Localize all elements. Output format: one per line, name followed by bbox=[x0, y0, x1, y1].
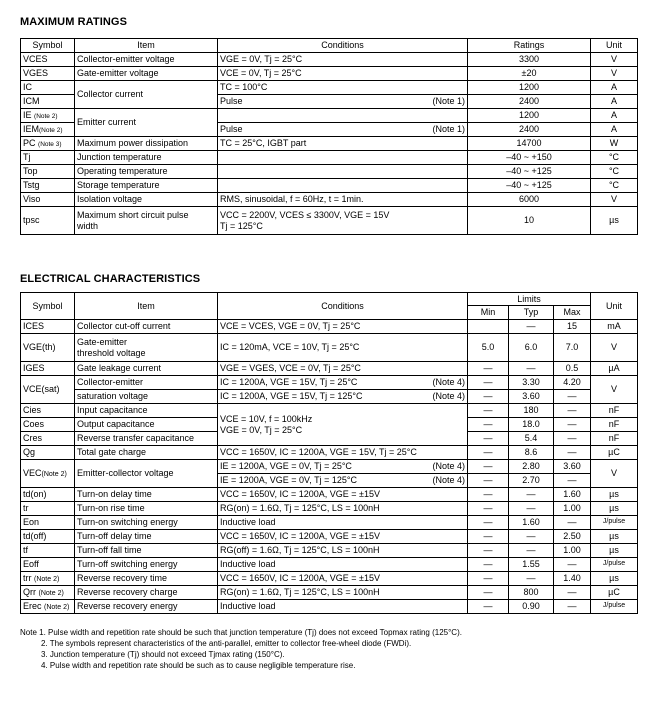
typ-cell: 2.70 bbox=[509, 474, 554, 488]
item-cell: Emitter-collector voltage bbox=[75, 460, 218, 488]
max-ratings-title: MAXIMUM RATINGS bbox=[20, 16, 128, 28]
symbol-note: (Note 2) bbox=[34, 575, 60, 583]
conditions-cell: VGE = 0V, Tj = 25°C bbox=[218, 53, 468, 67]
max-cell: — bbox=[554, 586, 591, 600]
unit-cell: V bbox=[591, 334, 638, 362]
symbol-cell bbox=[21, 109, 75, 123]
item-cell: Emitter current bbox=[75, 109, 218, 137]
rating-cell: 10 bbox=[468, 207, 591, 235]
symbol-text: IE bbox=[23, 110, 32, 121]
min-cell bbox=[468, 320, 509, 334]
table-row bbox=[21, 193, 638, 207]
elec-char-table bbox=[20, 292, 638, 614]
symbol-cell: VCES bbox=[21, 53, 75, 67]
table-header-row bbox=[21, 39, 638, 53]
conditions-cell: RG(off) = 1.6Ω, Tj = 125°C, LS = 100nH bbox=[218, 544, 468, 558]
header-conditions: Conditions bbox=[218, 39, 468, 53]
conditions-cell: Inductive load bbox=[218, 558, 468, 572]
max-cell: 7.0 bbox=[554, 334, 591, 362]
symbol-cell: Eon bbox=[21, 516, 75, 530]
unit-cell: nF bbox=[591, 404, 638, 418]
symbol-cell bbox=[21, 586, 75, 600]
max-cell: 15 bbox=[554, 320, 591, 334]
typ-cell: — bbox=[509, 572, 554, 586]
condition-text: IE = 1200A, VGE = 0V, Tj = 25°C bbox=[220, 461, 352, 472]
typ-cell: — bbox=[509, 362, 554, 376]
table-row bbox=[21, 446, 638, 460]
item-line: Gate-emitter bbox=[77, 337, 128, 348]
table-row bbox=[21, 67, 638, 81]
table-row bbox=[21, 488, 638, 502]
symbol-note: (Note 2) bbox=[39, 127, 63, 135]
rating-cell: 3300 bbox=[468, 53, 591, 67]
max-cell: 1.60 bbox=[554, 488, 591, 502]
header-item: Item bbox=[75, 293, 218, 320]
unit-cell: W bbox=[591, 137, 638, 151]
condition-note: (Note 4) bbox=[432, 377, 465, 388]
symbol-note: (Note 3) bbox=[38, 141, 62, 149]
item-cell: saturation voltage bbox=[75, 390, 218, 404]
header-ratings: Ratings bbox=[468, 39, 591, 53]
unit-cell: V bbox=[591, 193, 638, 207]
typ-cell: 3.30 bbox=[509, 376, 554, 390]
elec-char-title: ELECTRICAL CHARACTERISTICS bbox=[20, 273, 201, 285]
symbol-note: (Note 2) bbox=[44, 603, 70, 611]
min-cell: — bbox=[468, 572, 509, 586]
table-row bbox=[21, 530, 638, 544]
conditions-cell: VCC = 1650V, IC = 1200A, VGE = 15V, Tj = 25°C bbox=[218, 446, 468, 460]
min-cell: — bbox=[468, 390, 509, 404]
header-item: Item bbox=[75, 39, 218, 53]
header-unit: Unit bbox=[591, 39, 638, 53]
symbol-cell bbox=[21, 123, 75, 137]
table-row bbox=[21, 53, 638, 67]
unit-cell: µC bbox=[591, 586, 638, 600]
symbol-cell: VCE(sat) bbox=[21, 376, 75, 404]
table-row bbox=[21, 390, 638, 404]
table-row bbox=[21, 558, 638, 572]
min-cell: — bbox=[468, 376, 509, 390]
rating-cell: 2400 bbox=[468, 95, 591, 109]
conditions-cell: Inductive load bbox=[218, 516, 468, 530]
header-min: Min bbox=[468, 306, 509, 320]
item-line: threshold voltage bbox=[77, 347, 146, 358]
max-cell: — bbox=[554, 432, 591, 446]
max-cell: — bbox=[554, 418, 591, 432]
item-cell: Maximum power dissipation bbox=[75, 137, 218, 151]
conditions-cell bbox=[218, 460, 468, 474]
symbol-cell: IC bbox=[21, 81, 75, 95]
symbol-cell: tpsc bbox=[21, 207, 75, 235]
symbol-text: trr bbox=[23, 572, 32, 583]
max-cell: — bbox=[554, 474, 591, 488]
footnote: 3. Junction temperature (Tj) should not exceed Tjmax rating (150°C). bbox=[41, 650, 285, 659]
typ-cell: — bbox=[509, 320, 554, 334]
symbol-cell: Tj bbox=[21, 151, 75, 165]
table-row bbox=[21, 404, 638, 418]
conditions-cell: TC = 25°C, IGBT part bbox=[218, 137, 468, 151]
condition-line: VGE = 0V, Tj = 25°C bbox=[220, 424, 303, 435]
unit-cell: J/pulse bbox=[591, 516, 638, 530]
min-cell: 5.0 bbox=[468, 334, 509, 362]
unit-cell: V bbox=[591, 53, 638, 67]
condition-text: Pulse bbox=[220, 124, 243, 135]
condition-text: IE = 1200A, VGE = 0V, Tj = 125°C bbox=[220, 475, 357, 486]
min-cell: — bbox=[468, 586, 509, 600]
item-cell: Turn-on rise time bbox=[75, 502, 218, 516]
unit-cell: µA bbox=[591, 362, 638, 376]
item-cell: Turn-off fall time bbox=[75, 544, 218, 558]
header-symbol: Symbol bbox=[21, 39, 75, 53]
typ-cell: — bbox=[509, 502, 554, 516]
max-cell: — bbox=[554, 558, 591, 572]
condition-note: (Note 4) bbox=[432, 475, 465, 486]
item-cell: Gate-emitter voltage bbox=[75, 67, 218, 81]
max-cell: 1.00 bbox=[554, 544, 591, 558]
conditions-cell bbox=[218, 376, 468, 390]
symbol-cell: Qg bbox=[21, 446, 75, 460]
header-typ: Typ bbox=[509, 306, 554, 320]
min-cell: — bbox=[468, 362, 509, 376]
table-row bbox=[21, 81, 638, 95]
typ-cell: — bbox=[509, 544, 554, 558]
condition-line: VCE = 10V, f = 100kHz bbox=[220, 414, 313, 425]
unit-cell: A bbox=[591, 123, 638, 137]
item-cell: Collector current bbox=[75, 81, 218, 109]
max-cell: 0.5 bbox=[554, 362, 591, 376]
unit-cell: °C bbox=[591, 165, 638, 179]
table-row bbox=[21, 151, 638, 165]
typ-cell: — bbox=[509, 488, 554, 502]
condition-text: IC = 1200A, VGE = 15V, Tj = 25°C bbox=[220, 377, 358, 388]
symbol-cell: Viso bbox=[21, 193, 75, 207]
max-cell: 1.00 bbox=[554, 502, 591, 516]
typ-cell: 1.55 bbox=[509, 558, 554, 572]
max-cell: — bbox=[554, 600, 591, 614]
conditions-cell bbox=[218, 151, 468, 165]
condition-note: (Note 4) bbox=[432, 391, 465, 402]
unit-cell: J/pulse bbox=[591, 600, 638, 614]
rating-cell: 14700 bbox=[468, 137, 591, 151]
max-cell: — bbox=[554, 390, 591, 404]
item-cell: Storage temperature bbox=[75, 179, 218, 193]
typ-cell: 180 bbox=[509, 404, 554, 418]
conditions-cell: VGE = VGES, VCE = 0V, Tj = 25°C bbox=[218, 362, 468, 376]
unit-cell: µs bbox=[591, 544, 638, 558]
unit-cell: °C bbox=[591, 179, 638, 193]
max-cell: 1.40 bbox=[554, 572, 591, 586]
item-cell: Output capacitance bbox=[75, 418, 218, 432]
condition-note: (Note 1) bbox=[432, 124, 465, 135]
rating-cell: –40 ~ +150 bbox=[468, 151, 591, 165]
rating-cell: –40 ~ +125 bbox=[468, 179, 591, 193]
symbol-cell: Eoff bbox=[21, 558, 75, 572]
item-cell: Turn-on switching energy bbox=[75, 516, 218, 530]
header-limits: Limits bbox=[468, 293, 591, 306]
item-cell: Collector-emitter bbox=[75, 376, 218, 390]
symbol-cell: VGE(th) bbox=[21, 334, 75, 362]
item-cell bbox=[75, 207, 218, 235]
unit-cell: µs bbox=[591, 207, 638, 235]
table-row bbox=[21, 516, 638, 530]
unit-cell: µs bbox=[591, 572, 638, 586]
unit-cell: mA bbox=[591, 320, 638, 334]
footnote: 2. The symbols represent characteristics of the anti-parallel, emitter to collector free-wheel diode (FWDi). bbox=[41, 639, 412, 648]
conditions-cell: VCE = 0V, Tj = 25°C bbox=[218, 67, 468, 81]
item-cell: Operating temperature bbox=[75, 165, 218, 179]
min-cell: — bbox=[468, 460, 509, 474]
symbol-cell: td(on) bbox=[21, 488, 75, 502]
symbol-note: (Note 2) bbox=[34, 113, 58, 121]
condition-text: IC = 1200A, VGE = 15V, Tj = 125°C bbox=[220, 391, 363, 402]
conditions-cell: RG(on) = 1.6Ω, Tj = 125°C, LS = 100nH bbox=[218, 502, 468, 516]
footnote: Note 1. Pulse width and repetition rate should be such that junction temperature (Tj) does not exceed Topmax rating (125°C). bbox=[20, 628, 462, 637]
table-row bbox=[21, 376, 638, 390]
unit-cell: V bbox=[591, 460, 638, 488]
header-symbol: Symbol bbox=[21, 293, 75, 320]
item-cell: Turn-off delay time bbox=[75, 530, 218, 544]
min-cell: — bbox=[468, 404, 509, 418]
symbol-text: Erec bbox=[23, 600, 42, 611]
unit-cell: µC bbox=[591, 446, 638, 460]
min-cell: — bbox=[468, 432, 509, 446]
symbol-cell bbox=[21, 460, 75, 488]
conditions-cell bbox=[218, 474, 468, 488]
rating-cell: 1200 bbox=[468, 81, 591, 95]
header-conditions: Conditions bbox=[218, 293, 468, 320]
min-cell: — bbox=[468, 600, 509, 614]
item-cell: Turn-on delay time bbox=[75, 488, 218, 502]
min-cell: — bbox=[468, 446, 509, 460]
conditions-cell bbox=[218, 404, 468, 446]
table-row bbox=[21, 502, 638, 516]
min-cell: — bbox=[468, 516, 509, 530]
unit-cell: A bbox=[591, 109, 638, 123]
table-header-row bbox=[21, 293, 638, 306]
max-cell: 4.20 bbox=[554, 376, 591, 390]
symbol-text: IEM bbox=[23, 124, 40, 135]
symbol-cell bbox=[21, 600, 75, 614]
item-cell: Reverse recovery charge bbox=[75, 586, 218, 600]
header-max: Max bbox=[554, 306, 591, 320]
conditions-cell bbox=[218, 207, 468, 235]
min-cell: — bbox=[468, 502, 509, 516]
condition-text: Pulse bbox=[220, 96, 243, 107]
condition-note: (Note 4) bbox=[432, 461, 465, 472]
unit-cell: A bbox=[591, 95, 638, 109]
unit-cell: µs bbox=[591, 488, 638, 502]
symbol-cell: tf bbox=[21, 544, 75, 558]
item-cell: Total gate charge bbox=[75, 446, 218, 460]
typ-cell: 800 bbox=[509, 586, 554, 600]
symbol-cell: Cies bbox=[21, 404, 75, 418]
conditions-cell bbox=[218, 165, 468, 179]
conditions-cell: Inductive load bbox=[218, 600, 468, 614]
symbol-cell: IGES bbox=[21, 362, 75, 376]
symbol-text: PC bbox=[23, 138, 36, 149]
unit-cell: nF bbox=[591, 432, 638, 446]
conditions-cell bbox=[218, 123, 468, 137]
max-cell: — bbox=[554, 446, 591, 460]
conditions-cell: VCE = VCES, VGE = 0V, Tj = 25°C bbox=[218, 320, 468, 334]
unit-cell: J/pulse bbox=[591, 558, 638, 572]
item-cell: Reverse transfer capacitance bbox=[75, 432, 218, 446]
table-row bbox=[21, 600, 638, 614]
conditions-cell bbox=[218, 179, 468, 193]
table-row bbox=[21, 460, 638, 474]
unit-cell: °C bbox=[591, 151, 638, 165]
conditions-cell bbox=[218, 390, 468, 404]
table-row bbox=[21, 572, 638, 586]
typ-cell: 1.60 bbox=[509, 516, 554, 530]
item-cell: Reverse recovery energy bbox=[75, 600, 218, 614]
typ-cell: 5.4 bbox=[509, 432, 554, 446]
min-cell: — bbox=[468, 544, 509, 558]
rating-cell: 1200 bbox=[468, 109, 591, 123]
min-cell: — bbox=[468, 474, 509, 488]
conditions-cell: RG(on) = 1.6Ω, Tj = 125°C, LS = 100nH bbox=[218, 586, 468, 600]
conditions-cell: VCC = 1650V, IC = 1200A, VGE = ±15V bbox=[218, 530, 468, 544]
symbol-cell: VGES bbox=[21, 67, 75, 81]
typ-cell: 8.6 bbox=[509, 446, 554, 460]
min-cell: — bbox=[468, 488, 509, 502]
table-row bbox=[21, 109, 638, 123]
footnotes bbox=[20, 627, 640, 671]
table-row bbox=[21, 137, 638, 151]
max-cell: 3.60 bbox=[554, 460, 591, 474]
rating-cell: 2400 bbox=[468, 123, 591, 137]
rating-cell: 6000 bbox=[468, 193, 591, 207]
table-row bbox=[21, 544, 638, 558]
condition-line: VCC = 2200V, VCES ≤ 3300V, VGE = 15V bbox=[220, 210, 390, 221]
symbol-text: Qrr bbox=[23, 586, 36, 597]
typ-cell: 3.60 bbox=[509, 390, 554, 404]
typ-cell: — bbox=[509, 530, 554, 544]
item-line: width bbox=[77, 220, 99, 231]
table-row bbox=[21, 586, 638, 600]
item-line: Maximum short circuit pulse bbox=[77, 210, 189, 221]
min-cell: — bbox=[468, 558, 509, 572]
footnote: 4. Pulse width and repetition rate should be such as to cause negligible temperature rise. bbox=[41, 661, 356, 670]
conditions-cell: IC = 120mA, VCE = 10V, Tj = 25°C bbox=[218, 334, 468, 362]
item-cell: Collector cut-off current bbox=[75, 320, 218, 334]
rating-cell: –40 ~ +125 bbox=[468, 165, 591, 179]
header-unit: Unit bbox=[591, 293, 638, 320]
item-cell: Reverse recovery time bbox=[75, 572, 218, 586]
unit-cell: A bbox=[591, 81, 638, 95]
item-cell bbox=[75, 334, 218, 362]
symbol-cell: td(off) bbox=[21, 530, 75, 544]
rating-cell: ±20 bbox=[468, 67, 591, 81]
min-cell: — bbox=[468, 530, 509, 544]
unit-cell: µs bbox=[591, 530, 638, 544]
symbol-cell: tr bbox=[21, 502, 75, 516]
conditions-cell: RMS, sinusoidal, f = 60Hz, t = 1min. bbox=[218, 193, 468, 207]
symbol-cell: Cres bbox=[21, 432, 75, 446]
conditions-cell bbox=[218, 109, 468, 123]
item-cell: Input capacitance bbox=[75, 404, 218, 418]
table-row bbox=[21, 320, 638, 334]
symbol-note: (Note 2) bbox=[41, 470, 67, 478]
unit-cell: V bbox=[591, 376, 638, 404]
table-row bbox=[21, 179, 638, 193]
conditions-cell: VCC = 1650V, IC = 1200A, VGE = ±15V bbox=[218, 488, 468, 502]
symbol-cell: Top bbox=[21, 165, 75, 179]
symbol-note: (Note 2) bbox=[38, 589, 64, 597]
conditions-cell: TC = 100°C bbox=[218, 81, 468, 95]
conditions-cell bbox=[218, 95, 468, 109]
table-row bbox=[21, 334, 638, 362]
condition-note: (Note 1) bbox=[432, 96, 465, 107]
symbol-cell: Coes bbox=[21, 418, 75, 432]
item-cell: Junction temperature bbox=[75, 151, 218, 165]
table-row bbox=[21, 362, 638, 376]
symbol-cell: ICES bbox=[21, 320, 75, 334]
unit-cell: nF bbox=[591, 418, 638, 432]
unit-cell: µs bbox=[591, 502, 638, 516]
symbol-cell: ICM bbox=[21, 95, 75, 109]
typ-cell: 2.80 bbox=[509, 460, 554, 474]
table-row bbox=[21, 165, 638, 179]
table-row bbox=[21, 207, 638, 235]
symbol-cell bbox=[21, 137, 75, 151]
max-ratings-table bbox=[20, 38, 638, 235]
conditions-cell: VCC = 1650V, IC = 1200A, VGE = ±15V bbox=[218, 572, 468, 586]
condition-line: Tj = 125°C bbox=[220, 220, 263, 231]
item-cell: Isolation voltage bbox=[75, 193, 218, 207]
unit-cell: V bbox=[591, 67, 638, 81]
min-cell: — bbox=[468, 418, 509, 432]
item-cell: Gate leakage current bbox=[75, 362, 218, 376]
typ-cell: 0.90 bbox=[509, 600, 554, 614]
typ-cell: 6.0 bbox=[509, 334, 554, 362]
symbol-cell: Tstg bbox=[21, 179, 75, 193]
symbol-text: VEC bbox=[23, 467, 42, 478]
max-cell: — bbox=[554, 404, 591, 418]
item-cell: Turn-off switching energy bbox=[75, 558, 218, 572]
max-cell: 2.50 bbox=[554, 530, 591, 544]
item-cell: Collector-emitter voltage bbox=[75, 53, 218, 67]
max-cell: — bbox=[554, 516, 591, 530]
typ-cell: 18.0 bbox=[509, 418, 554, 432]
symbol-cell bbox=[21, 572, 75, 586]
